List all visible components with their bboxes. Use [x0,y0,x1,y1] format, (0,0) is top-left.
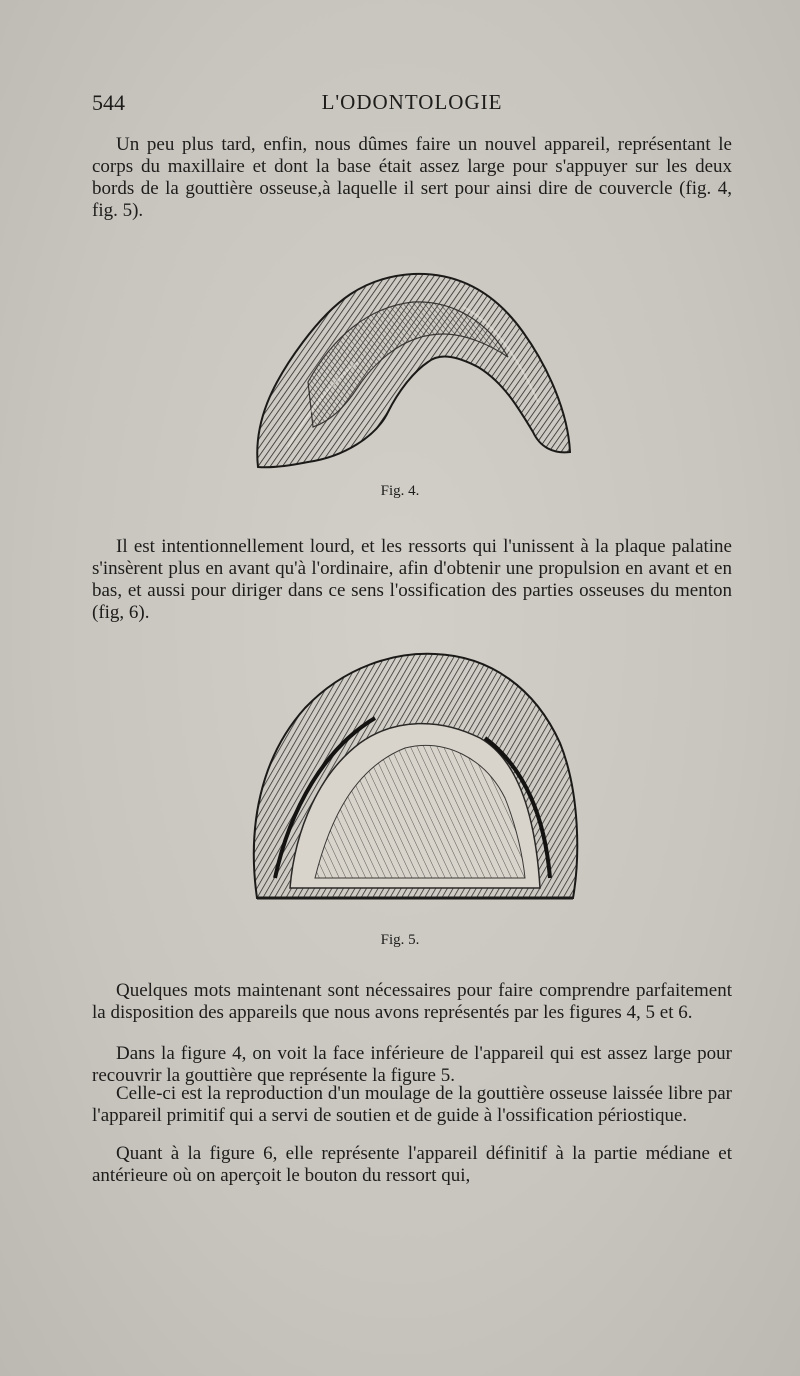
figure-5-drawing [245,648,585,908]
paragraph-1: Un peu plus tard, enfin, nous dûmes faire un nouvel appareil, représentant le corps du maxillaire et dont la base était assez large pour s'appuyer sur les deux bords de la gouttière osseuse,à laquelle il sert pour ainsi dire de couvercle (fig. 4, fig. 5). [92,134,732,221]
running-title: L'ODONTOLOGIE [321,90,503,114]
paragraph-5: Celle-ci est la reproduction d'un moulage de la gouttière osseuse laissée libre par l'appareil primitif qui a servi de soutien et de guide à l'ossification périostique. [92,1083,732,1126]
page-header [92,90,732,120]
figure-4-illustration [248,262,578,477]
figure-5-illustration [245,648,585,908]
figure-4-drawing [248,262,578,477]
paragraph-2: Il est intentionnellement lourd, et les ressorts qui l'unissent à la plaque palatine s'insèrent plus en avant qu'à l'ordinaire, afin d'obtenir une propulsion en avant et en bas, et aussi pour diriger dans ce sens l'ossification des parties osseuses du menton (fig, 6). [92,536,732,623]
paragraph-3: Quelques mots maintenant sont nécessaires pour faire comprendre parfaitement la disposition des appareils que nous avons représentés par les figures 4, 5 et 6. [92,980,732,1023]
page-number: 544 [92,90,125,115]
figure-5-caption: Fig. 5. [380,932,420,948]
paragraph-4: Dans la figure 4, on voit la face inférieure de l'appareil qui est assez large pour recouvrir la gouttière que représente la figure 5. [92,1043,732,1086]
paragraph-6: Quant à la figure 6, elle représente l'appareil définitif à la partie médiane et antérieure où on aperçoit le bouton du ressort qui, [92,1143,732,1186]
figure-4-caption: Fig. 4. [380,483,420,499]
